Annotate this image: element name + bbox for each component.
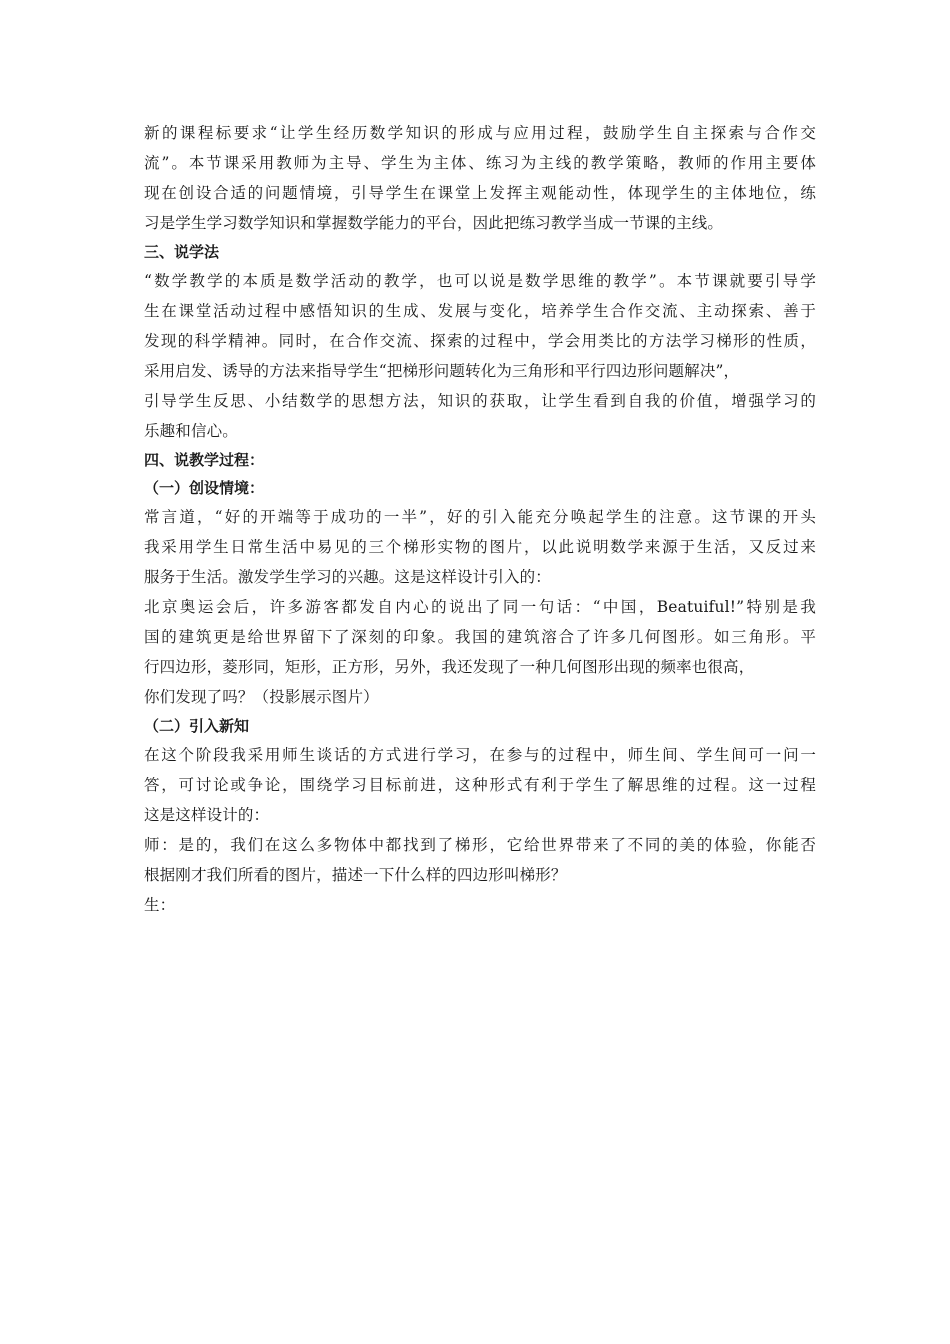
subsection-heading-create-scenario: （一）创设情境： (144, 479, 265, 497)
paragraph-olympics-example (144, 592, 816, 712)
text-line: 在这个阶段我采用师生谈话的方式进行学习，在参与的过程中，师生间、学生间可一问一 (144, 746, 816, 764)
text-line: 行四边形，菱形同，矩形，正方形，另外，我还发现了一种几何图形出现的频率也很高， (144, 658, 755, 676)
text-line: 引导学生反思、小结数学的思想方法，知识的获取，让学生看到自我的价值，增强学习的 (144, 392, 816, 410)
paragraph-learning-method (144, 266, 816, 446)
text-line: 你们发现了吗？（投影展示图片） (144, 688, 379, 706)
text-line: 发现的科学精神。同时，在合作交流、探索的过程中，学会用类比的方法学习梯形的性质， (144, 332, 816, 350)
text-line: 流”。本节课采用教师为主导、学生为主体、练习为主线的教学策略，教师的作用主要体 (144, 154, 816, 172)
section-heading-learning-method: 三、说学法 (144, 243, 220, 261)
text-line: 乐趣和信心。 (144, 422, 238, 440)
text-line: 服务于生活。激发学生学习的兴趣。这是这样设计引入的： (144, 568, 551, 586)
text-line: 国的建筑更是给世界留下了深刻的印象。我国的建筑溶合了许多几何图形。如三角形。平 (144, 628, 816, 646)
subsection-heading-introduce-new-knowledge: （二）引入新知 (144, 717, 250, 735)
text-line: 根据刚才我们所看的图片，描述一下什么样的四边形叫梯形？ (144, 866, 567, 884)
paragraph-dialogue-method (144, 740, 816, 830)
text-line: 北京奥运会后，许多游客都发自内心的说出了同一句话：“中国，Beatuiful!”特别是我 (144, 598, 816, 616)
paragraph-scenario-intro (144, 502, 816, 592)
paragraph-teaching-strategy (144, 118, 816, 238)
text-line: “数学教学的本质是数学活动的教学，也可以说是数学思维的教学”。本节课就要引导学 (144, 272, 816, 290)
text-line: 新的课程标要求“让学生经历数学知识的形成与应用过程，鼓励学生自主探索与合作交 (144, 124, 816, 142)
section-heading-teaching-process: 四、说教学过程： (144, 451, 265, 469)
text-line: 我采用学生日常生活中易见的三个梯形实物的图片，以此说明数学来源于生活，又反过来 (144, 538, 816, 556)
text-line: 习是学生学习数学知识和掌握数学能力的平台，因此把练习教学当成一节课的主线。 (144, 214, 724, 232)
paragraph-teacher-question (144, 830, 816, 890)
text-line: 答，可讨论或争论，围绕学习目标前进，这种形式有利于学生了解思维的过程。这一过程 (144, 776, 816, 794)
text-line: 现在创设合适的问题情境，引导学生在课堂上发挥主观能动性，体现学生的主体地位，练 (144, 184, 816, 202)
student-response-line: 生： (144, 896, 176, 914)
text-line: 采用启发、诱导的方法来指导学生“把梯形问题转化为三角形和平行四边形问题解决”， (144, 362, 740, 380)
document-page (144, 118, 816, 920)
text-line: 这是这样设计的： (144, 806, 270, 824)
text-line: 师：是的，我们在这么多物体中都找到了梯形，它给世界带来了不同的美的体验，你能否 (144, 836, 816, 854)
text-line: 生在课堂活动过程中感悟知识的生成、发展与变化，培养学生合作交流、主动探索、善于 (144, 302, 816, 320)
text-line: 常言道，“好的开端等于成功的一半”，好的引入能充分唤起学生的注意。这节课的开头 (144, 508, 816, 526)
